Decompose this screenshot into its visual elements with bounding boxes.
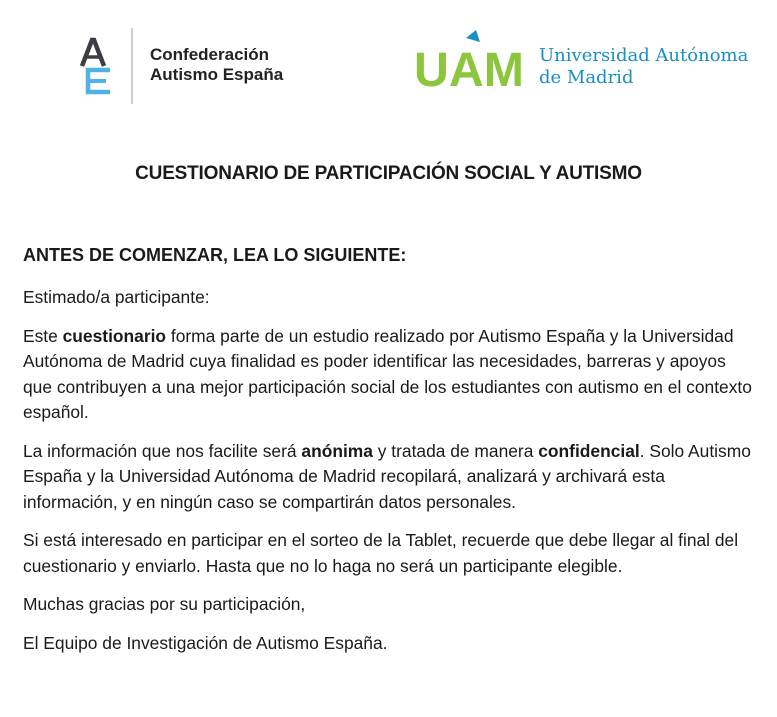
- page-title: CUESTIONARIO DE PARTICIPACIÓN SOCIAL Y AUTISMO: [135, 163, 642, 184]
- p1-post: forma parte de un estudio realizado por Autismo España y la Universidad Autónoma de Madrid cuya finalidad es poder identificar las necesidades, barreras y apoyos que contribuyen a una mejor participación social de los estudiantes con autismo en el contexto español.: [23, 325, 752, 422]
- ae-monogram-logo-icon: [76, 36, 116, 96]
- p1-bold: cuestionario: [62, 325, 167, 346]
- paragraph-raffle: Si está interesado en participar en el sorteo de la Tablet, recuerde que debe llegar al final del cuestionario y enviarlo. Hasta que no lo haga no será un participante elegible.: [23, 530, 739, 576]
- ae-logo-text: [150, 45, 283, 85]
- uam-logo-line2: de Madrid: [539, 67, 634, 88]
- uam-logo-icon: [414, 30, 526, 90]
- p2-bold-anonymous: anónima: [301, 440, 373, 461]
- header: [0, 0, 777, 110]
- greeting: Estimado/a participante:: [23, 287, 210, 307]
- logo-divider: [131, 28, 133, 104]
- p1-pre: Este: [23, 325, 63, 346]
- section-heading: ANTES DE COMENZAR, LEA LO SIGUIENTE:: [23, 245, 407, 265]
- p2-bold-confidential: confidencial: [538, 440, 640, 461]
- uam-logo-text: [539, 45, 748, 89]
- thanks-line: Muchas gracias por su participación,: [23, 594, 306, 614]
- uam-logo-letters: UAM: [414, 44, 524, 90]
- uam-logo-line1: Universidad Autónoma: [539, 45, 749, 66]
- p2-mid: y tratada de manera: [372, 440, 539, 461]
- paragraph-study: [23, 324, 758, 426]
- ae-logo-line1: Confederación: [150, 45, 270, 64]
- signature-line: El Equipo de Investigación de Autismo España.: [23, 632, 388, 653]
- document-body: [23, 243, 758, 669]
- p2-pre: La información que nos facilite será: [23, 440, 302, 461]
- ae-logo-line2: Autismo España: [150, 65, 284, 84]
- p2-post: . Solo Autismo España y la Universidad Autónoma de Madrid recopilará, analizará y archivará esta información, y en ningún caso se compartirán datos personales.: [23, 440, 751, 512]
- paragraph-privacy: [23, 439, 758, 516]
